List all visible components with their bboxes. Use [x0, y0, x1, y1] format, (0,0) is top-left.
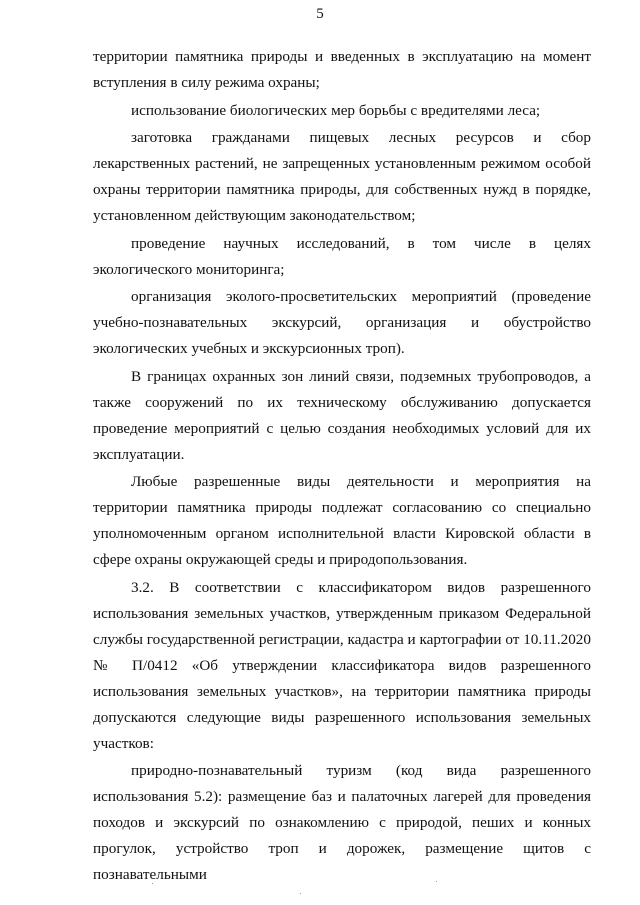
- paragraph-protection-zones: В границах охранных зон линий связи, подземных трубопроводов, а также сооружений по их техническому обслуживанию допускается проведение мероприятий с целью создания необходимых условий для их эксплуатации.: [93, 367, 591, 463]
- paragraph-nature-tourism: природно-познавательный туризм (код вида разрешенного использования 5.2): размещение баз и палаточных лагерей для проведения походов и экскурсий по ознакомлению с природой, пеших и конных прогулок, устройство троп и дорожек, размещение щитов с познавательными: [93, 762, 591, 883]
- paragraph-approval: Любые разрешенные виды деятельности и мероприятия на территории памятника природы подлежат согласованию со специально уполномоченным органом исполнительной власти Кировской области в сфере охраны окружающей среды и природопользования.: [93, 473, 591, 568]
- scan-speck: [152, 883, 153, 884]
- paragraph-eco-education: организация эколого-просветительских мероприятий (проведение учебно-познавательных экскурсий, организация и обустройство экологических учебных и экскурсионных троп).: [93, 288, 591, 357]
- document-body: [93, 44, 591, 890]
- scan-speck: [436, 881, 437, 882]
- scan-speck: [300, 893, 301, 894]
- paragraph-continuation: территории памятника природы и введенных в эксплуатацию на момент вступления в силу режима охраны;: [93, 48, 591, 91]
- paragraph-scientific-research: проведение научных исследований, в том числе в целях экологического мониторинга;: [93, 234, 591, 278]
- page-number: 5: [316, 6, 324, 22]
- paragraph-forest-resources: заготовка гражданами пищевых лесных ресурсов и сбор лекарственных растений, не запрещенных установленным режимом особой охраны территории памятника природы, для собственных нужд в порядке, установленном действующим законодательством;: [93, 129, 591, 224]
- paragraph-biological-measures: использование биологических мер борьбы с вредителями леса;: [131, 101, 541, 119]
- paragraph-section-3-2: 3.2. В соответствии с классификатором видов разрешенного использования земельных участков, утвержденным приказом Федеральной службы государственной регистрации, кадастра и картографии от 10.11.2020 № П/0412 «Об утверждении классификатора видов разрешенного использования земельных участков», на территории памятника природы допускаются следующие виды разрешенного использования земельных участков:: [93, 578, 591, 752]
